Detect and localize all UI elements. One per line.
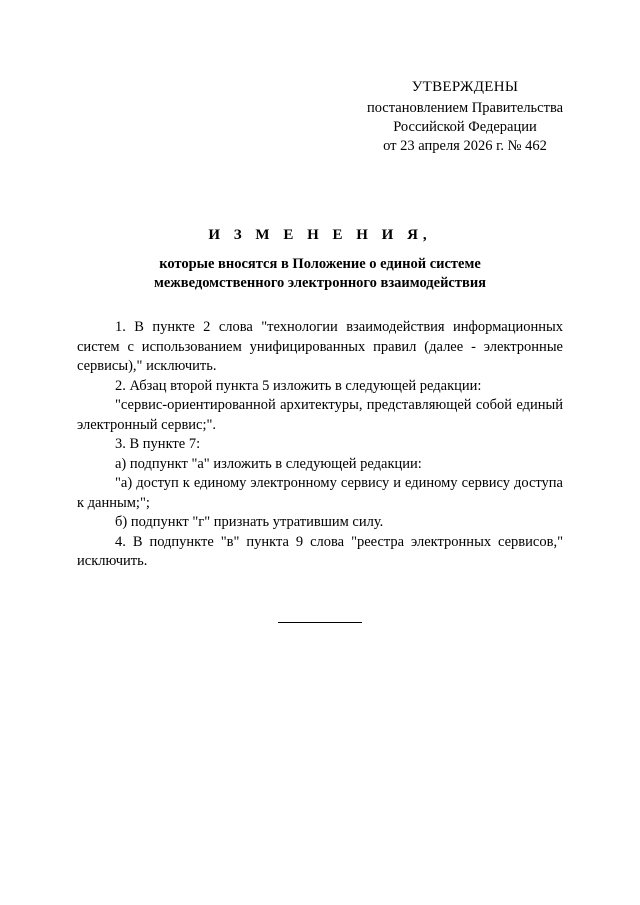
paragraph-item-1: 1. В пункте 2 слова "технологии взаимодействия информационных систем с использованием унифицированных правил (далее - электронные сервисы)," исключить. [77, 319, 563, 374]
title-main: И З М Е Н Е Н И Я, [208, 227, 432, 243]
approval-line-1: постановлением Правительства [366, 100, 564, 116]
approval-line-2: Российской Федерации [393, 119, 537, 135]
paragraph-item-3: 3. В пункте 7: [115, 436, 201, 452]
paragraph-subitem-a: а) подпункт "а" изложить в следующей редакции: [115, 455, 422, 472]
paragraph-item-4: 4. В подпункте "в" пункта 9 слова "реестра электронных сервисов," исключить. [77, 533, 563, 569]
title-subtitle-line-1: которые вносятся в Положение о единой системе [159, 256, 481, 272]
approval-line-3: от 23 апреля 2026 г. № 462 [383, 138, 547, 154]
approval-block [340, 78, 590, 156]
paragraph-quote-2: "а) доступ к единому электронному сервису и единому сервису доступа к данным;"; [77, 475, 563, 511]
paragraph-item-2: 2. Абзац второй пункта 5 изложить в следующей редакции: [115, 377, 482, 394]
paragraph-quote-1: "сервис-ориентированной архитектуры, представляющей собой единый электронный сервис;". [77, 397, 563, 433]
end-separator-line [278, 622, 362, 623]
document-body [77, 318, 563, 572]
title-subtitle-line-2: межведомственного электронного взаимодействия [153, 275, 487, 291]
approval-heading: УТВЕРЖДЕНЫ [411, 79, 519, 95]
paragraph-subitem-b: б) подпункт "г" признать утратившим силу. [115, 514, 384, 530]
document-title [0, 225, 640, 293]
